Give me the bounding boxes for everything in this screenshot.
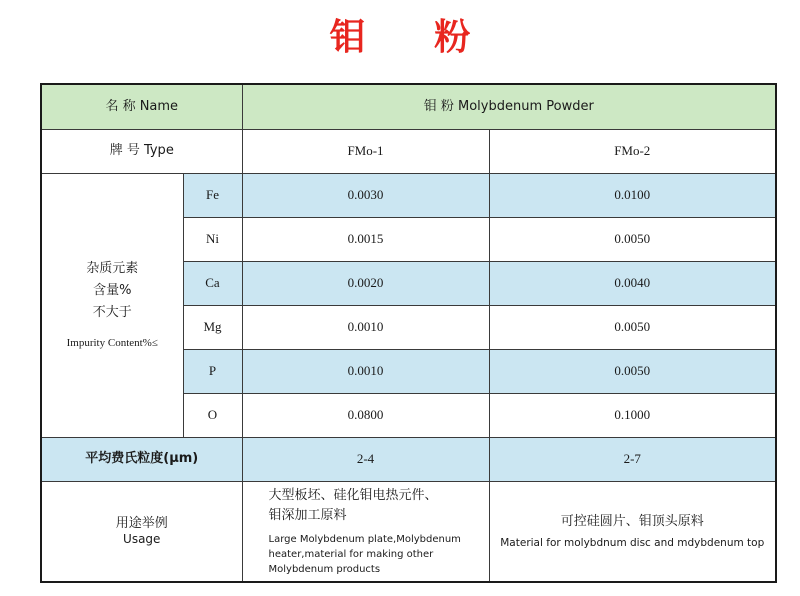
ca-fmo1: 0.0020 <box>242 262 489 306</box>
element-ca: Ca <box>183 262 242 306</box>
usage-label <box>41 482 242 583</box>
ni-fmo1: 0.0015 <box>242 218 489 262</box>
usage-label-en: Usage <box>123 532 161 547</box>
ni-fmo2: 0.0050 <box>489 218 776 262</box>
element-o: O <box>183 394 242 438</box>
element-ni: Ni <box>183 218 242 262</box>
particle-size-fmo2: 2-7 <box>489 438 776 482</box>
grade-fmo1: FMo-1 <box>242 130 489 174</box>
type-row <box>41 130 776 174</box>
p-fmo2: 0.0050 <box>489 350 776 394</box>
impurity-label-en: Impurity Content%≤ <box>66 336 158 349</box>
particle-size-fmo1: 2-4 <box>242 438 489 482</box>
usage-fmo1 <box>242 482 489 583</box>
spec-table <box>40 83 777 583</box>
p-fmo1: 0.0010 <box>242 350 489 394</box>
particle-size-label: 平均费氏粒度(μm) <box>41 438 242 482</box>
product-name: 钼 粉 Molybdenum Powder <box>242 84 776 130</box>
usage-fmo2-cn: 可控硅圆片、钼顶头原料 <box>560 514 704 529</box>
o-fmo1: 0.0800 <box>242 394 489 438</box>
table-header-row <box>41 84 776 130</box>
element-mg: Mg <box>183 306 242 350</box>
impurity-label <box>41 174 183 438</box>
ca-fmo2: 0.0040 <box>489 262 776 306</box>
usage-fmo2-en: Material for molybdnum disc and mdybdenum top <box>500 537 765 549</box>
mg-fmo2: 0.0050 <box>489 306 776 350</box>
usage-fmo1-cn-line: 大型板坯、硅化钼电热元件、 <box>268 488 438 503</box>
impurity-row <box>41 174 776 218</box>
name-label: 名 称 Name <box>41 84 242 130</box>
impurity-label-line: 含量% <box>93 282 132 298</box>
usage-fmo1-cn-line: 钼深加工原料 <box>268 508 347 523</box>
page-title: 钼 粉 <box>329 17 499 58</box>
usage-fmo1-en: Large Molybdenum plate,Molybdenum heater,material for making other Molybdenum products <box>268 534 461 575</box>
element-fe: Fe <box>183 174 242 218</box>
impurity-label-line: 杂质元素 <box>86 260 139 276</box>
impurity-label-line: 不大于 <box>92 304 132 320</box>
grade-fmo2: FMo-2 <box>489 130 776 174</box>
fe-fmo2: 0.0100 <box>489 174 776 218</box>
o-fmo2: 0.1000 <box>489 394 776 438</box>
usage-fmo2 <box>489 482 776 583</box>
element-p: P <box>183 350 242 394</box>
usage-row <box>41 482 776 583</box>
mg-fmo1: 0.0010 <box>242 306 489 350</box>
fe-fmo1: 0.0030 <box>242 174 489 218</box>
type-label: 牌 号 Type <box>41 130 242 174</box>
usage-label-cn: 用途举例 <box>115 515 168 531</box>
particle-size-row <box>41 438 776 482</box>
